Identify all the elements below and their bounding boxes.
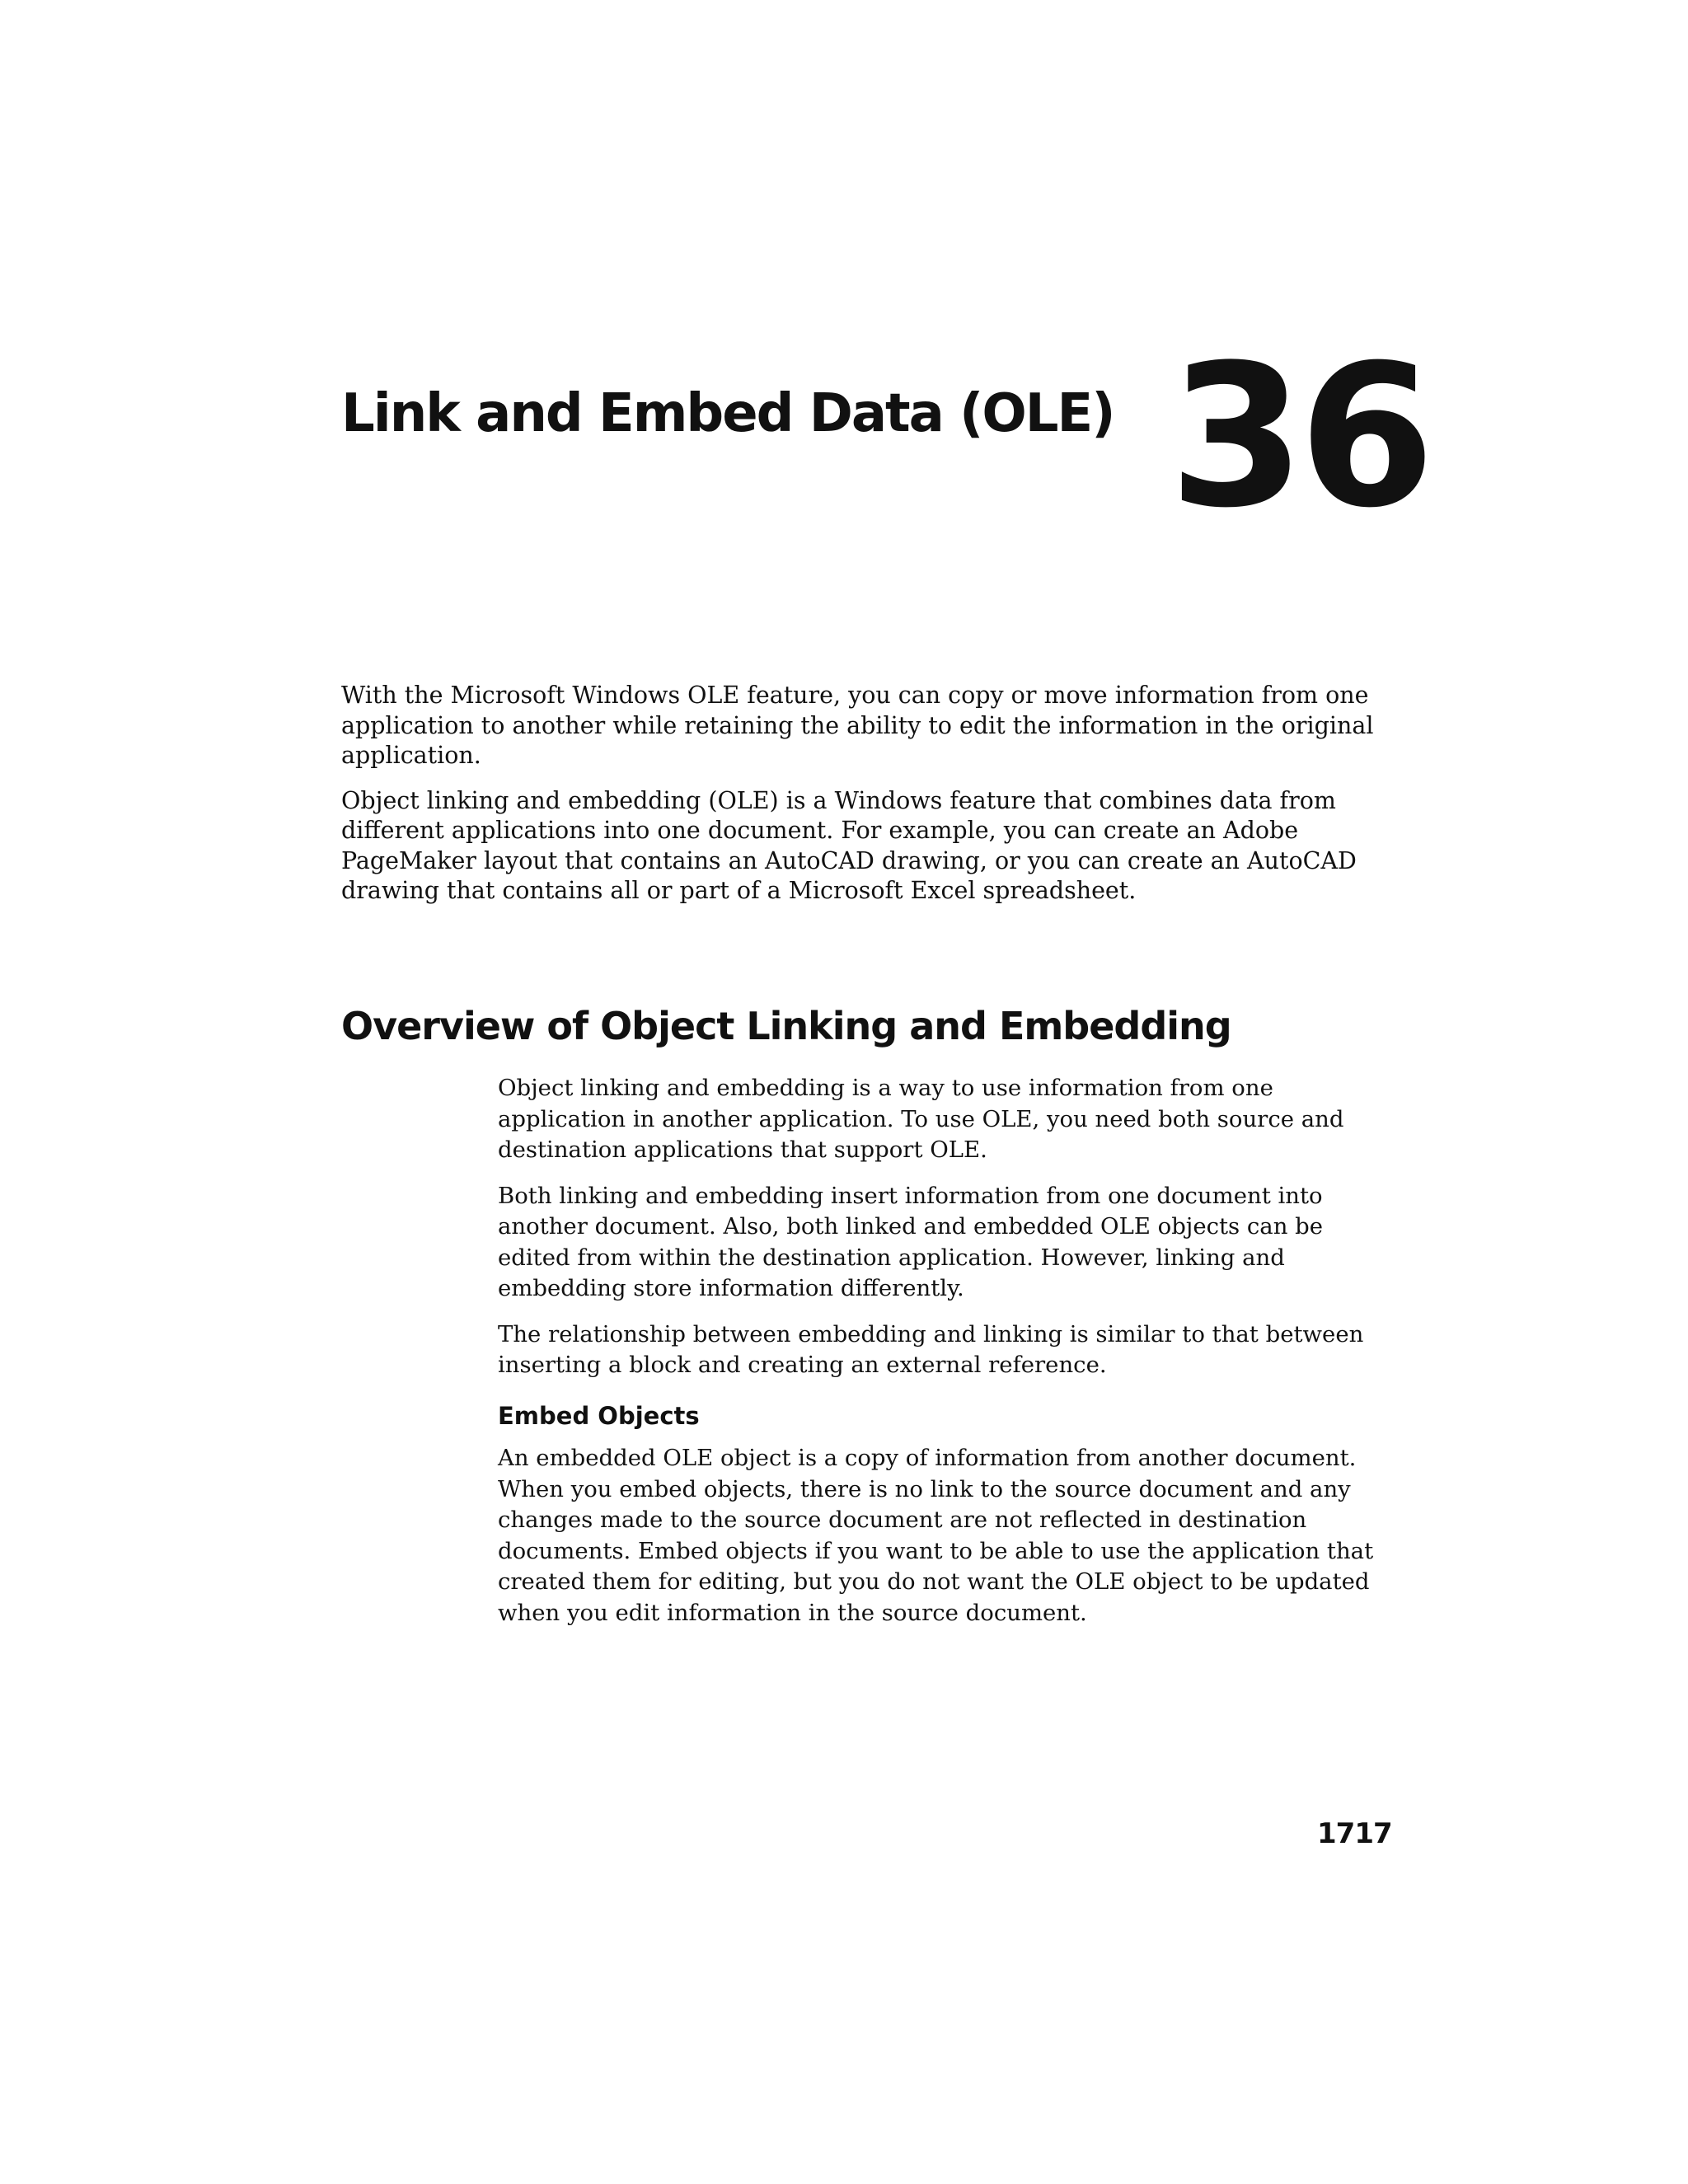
subsection-heading: Embed Objects [498, 1401, 700, 1430]
intro-text [341, 681, 1396, 921]
body-paragraph: Both linking and embedding insert information from one document into another document. Also, both linked and embedded OLE objects can be edited from within the destination application. However, linking and embedding store information differently. [498, 1182, 1324, 1301]
section-body [498, 1073, 1396, 1643]
chapter-title: Link and Embed Data (OLE) [341, 383, 1114, 444]
intro-paragraph: Object linking and embedding (OLE) is a Windows feature that combines data from different applications into one document. For example, you can create an Adobe PageMaker layout that contains an AutoCAD drawing, or you can create an AutoCAD drawing that contains all or part of a Microsoft Excel spreadsheet. [341, 786, 1357, 904]
page-number: 1717 [1317, 1817, 1392, 1850]
intro-paragraph: With the Microsoft Windows OLE feature, you can copy or move information from one application to another while retaining the ability to edit the information in the original application. [341, 682, 1374, 769]
body-paragraph: The relationship between embedding and linking is similar to that between inserting a block and creating an external reference. [498, 1320, 1364, 1378]
chapter-number: 36 [1169, 323, 1429, 551]
section-heading: Overview of Object Linking and Embedding [341, 1004, 1231, 1048]
body-paragraph: An embedded OLE object is a copy of information from another document. When you embed objects, there is no link to the source document and any changes made to the source document are not reflected in destination documents. Embed objects if you want to be able to use the application that created them for editing, but you do not want the OLE object to be updated when you edit information in the source document. [498, 1445, 1374, 1626]
body-paragraph: Object linking and embedding is a way to use information from one application in another application. To use OLE, you need both source and destination applications that support OLE. [498, 1075, 1344, 1163]
